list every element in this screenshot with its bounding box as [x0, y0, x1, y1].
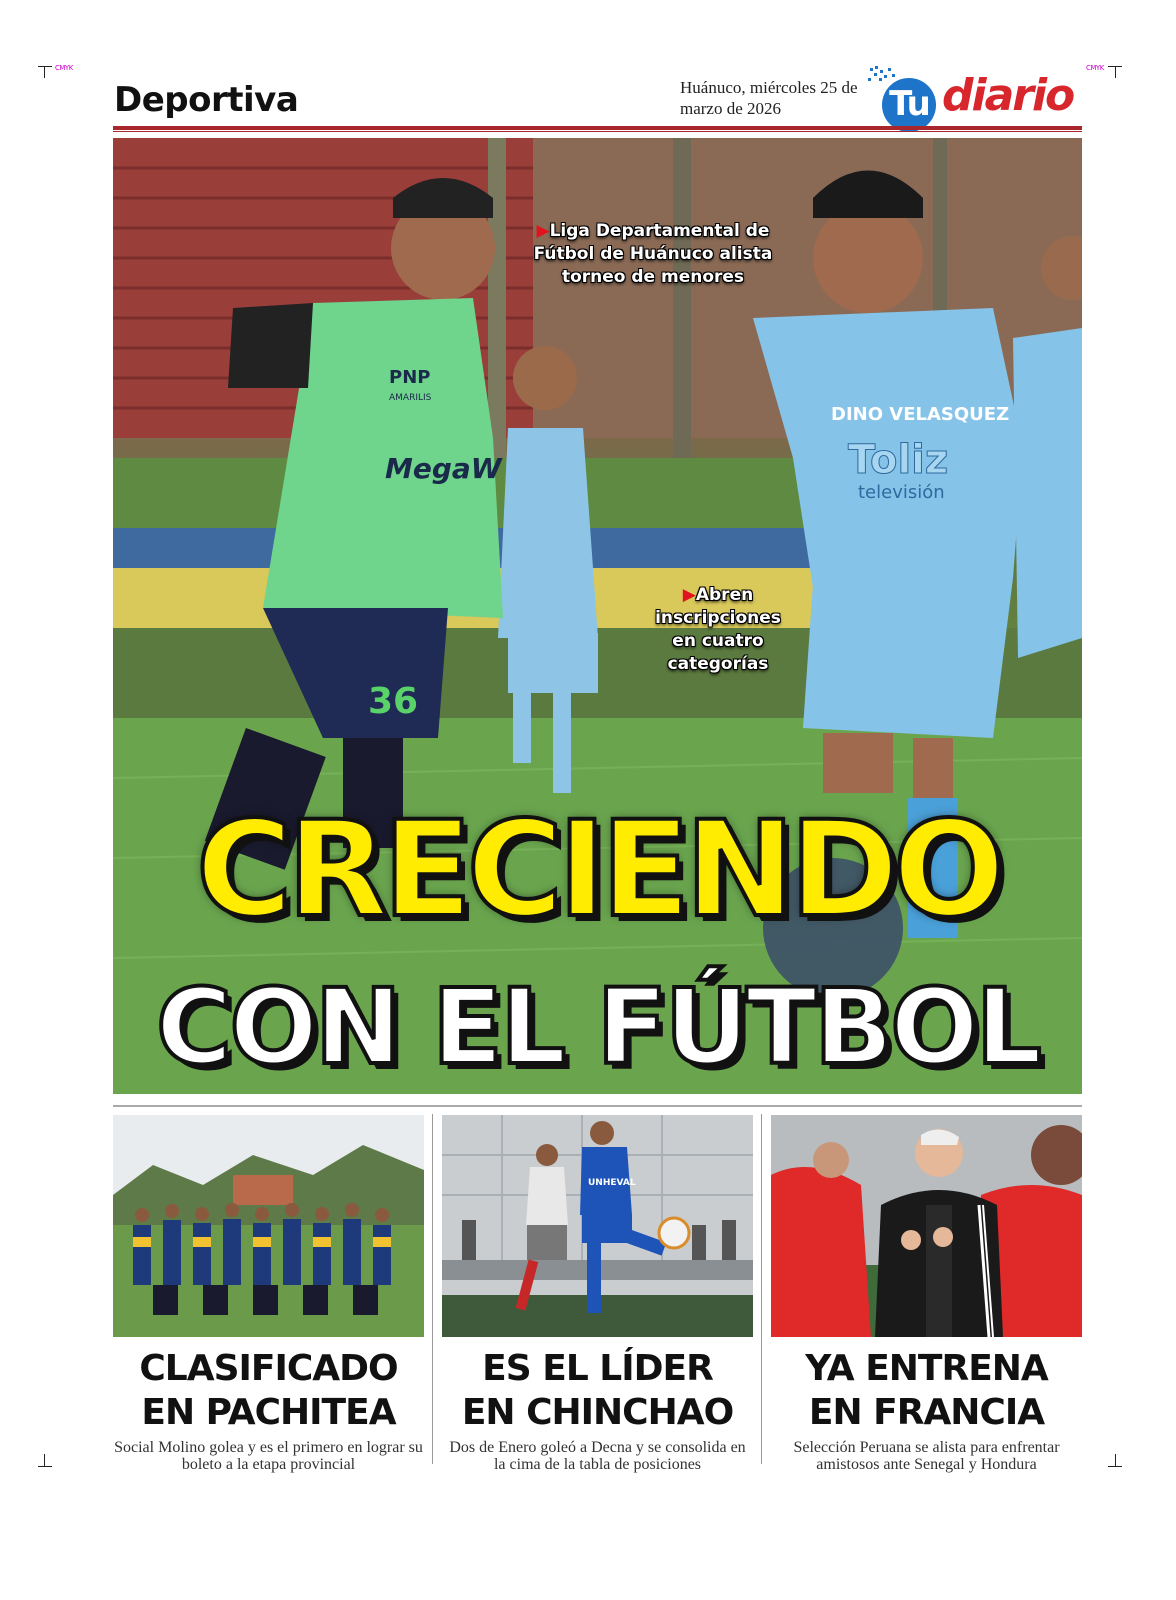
header-rule — [113, 126, 1082, 130]
story-chinchao-headline — [442, 1347, 753, 1435]
hero-photo — [113, 138, 1082, 1094]
jersey-right-sponsor: Toliz — [848, 437, 949, 483]
story-francia[interactable] — [771, 1115, 1082, 1473]
color-bar-left: CMYK — [55, 64, 73, 72]
play-triangle-icon: ▶ — [682, 585, 696, 605]
hero-headline-line2: CON EL FÚTBOL — [156, 966, 1039, 1088]
section-divider — [113, 1105, 1082, 1107]
story-chinchao-photo — [442, 1115, 753, 1337]
story-francia-photo — [771, 1115, 1082, 1337]
hero-headline-line1: CRECIENDO — [195, 793, 1000, 947]
jersey-right-sponsor-sub: televisión — [858, 482, 945, 503]
story-francia-headline-2: EN FRANCIA — [808, 1392, 1045, 1433]
crop-mark-tr-v — [1115, 66, 1116, 78]
story-chinchao[interactable] — [442, 1115, 753, 1473]
story-francia-headline-1: YA ENTRENA — [805, 1348, 1048, 1389]
play-triangle-icon: ▶ — [536, 221, 550, 241]
column-divider-2 — [761, 1114, 762, 1464]
story-chinchao-headline-1: ES EL LÍDER — [482, 1348, 713, 1389]
crop-mark-tl-v — [44, 66, 45, 78]
jersey-left-brand: PNP — [389, 367, 431, 388]
crop-mark-bl-v — [44, 1454, 45, 1466]
kicker-inscriptions-text: Abren inscripciones en cuatro categorías — [655, 585, 781, 674]
story-pachitea-photo — [113, 1115, 424, 1337]
story-pachitea-headline — [113, 1347, 424, 1435]
crop-mark-br-v — [1115, 1454, 1116, 1466]
jersey-left-number: 36 — [368, 681, 419, 722]
dateline: Huánuco, miércoles 25 de marzo de 2026 — [680, 78, 858, 118]
story-pachitea-headline-1: CLASIFICADO — [139, 1348, 398, 1389]
story-pachitea-headline-2: EN PACHITEA — [141, 1392, 396, 1433]
logo-diario: diario — [942, 70, 1074, 121]
crop-mark-tl — [38, 66, 52, 67]
header-rule-thin — [113, 131, 1082, 132]
crop-mark-br — [1108, 1466, 1122, 1467]
story-chinchao-summary: Dos de Enero goleó a Decna y se consolida en la cima de la tabla de posiciones — [449, 1439, 746, 1473]
hero-kicker-league — [518, 220, 788, 289]
jersey-right-name: DINO VELASQUEZ — [831, 404, 1010, 425]
jersey-left-brand-sub: AMARILIS — [389, 393, 432, 403]
crop-mark-bl — [38, 1466, 52, 1467]
story-pachitea[interactable] — [113, 1115, 424, 1473]
story-francia-summary: Selección Peruana se alista para enfrentar amistosos ante Senegal y Hondura — [793, 1439, 1060, 1473]
jersey-left-sponsor: MegaW — [385, 452, 502, 485]
logo-tu: Tu — [882, 78, 936, 132]
section-title: Deportiva — [114, 80, 299, 120]
hero-kicker-inscriptions — [643, 584, 793, 676]
jersey-text-unheval: UNHEVAL — [588, 1178, 636, 1188]
newspaper-logo — [868, 64, 1088, 130]
story-francia-headline — [771, 1347, 1082, 1435]
color-bar-right: CMYK — [1086, 64, 1104, 72]
kicker-league-text: Liga Departamental de Fútbol de Huánuco alista torneo de menores — [533, 221, 773, 287]
story-pachitea-summary: Social Molino golea y es el primero en lograr su boleto a la etapa provincial — [114, 1439, 423, 1473]
story-chinchao-headline-2: EN CHINCHAO — [461, 1392, 734, 1433]
column-divider-1 — [432, 1114, 433, 1464]
